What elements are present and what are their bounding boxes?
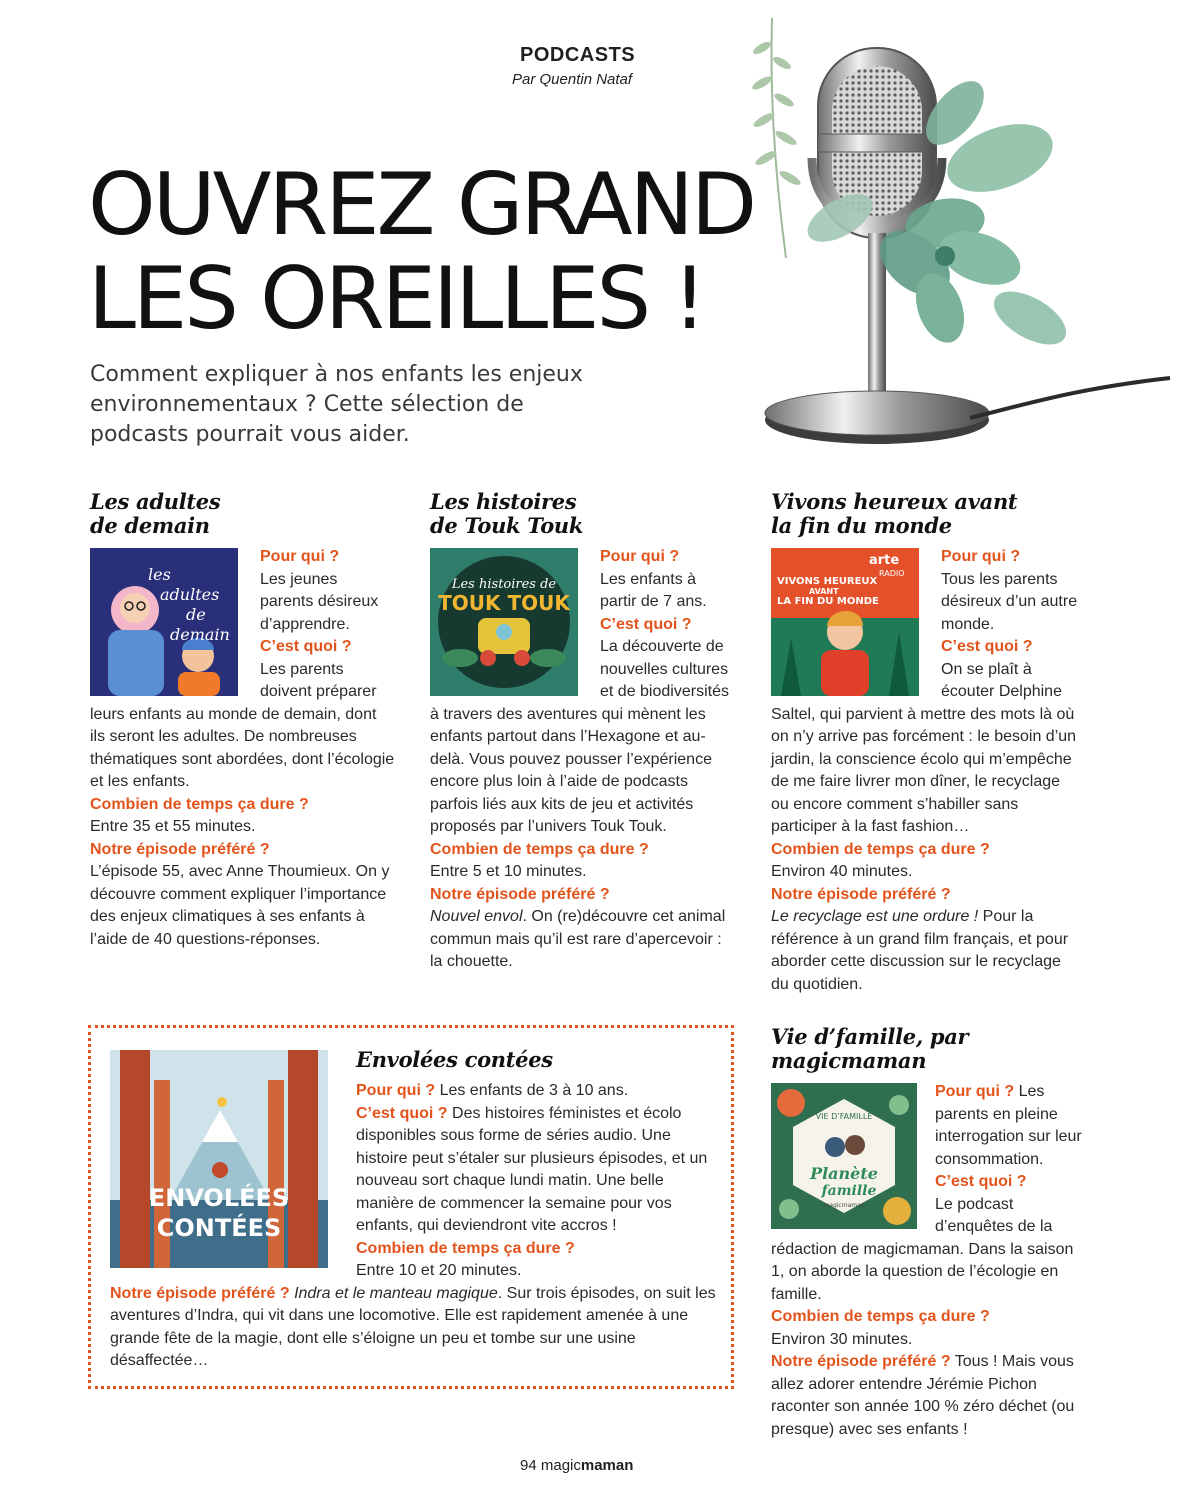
label-cest-quoi: C’est quoi ? <box>935 1173 1027 1190</box>
label-duree: Combien de temps ça dure ? <box>771 1308 990 1325</box>
cover-text: Les histoires de <box>451 577 557 592</box>
title-line-2: LES OREILLES ! <box>88 249 704 349</box>
podcast-title <box>90 490 395 538</box>
pour-qui-text: Les enfants de 3 à 10 ans. <box>439 1082 629 1099</box>
podcast-adultes-de-demain <box>90 490 395 951</box>
byline: Par Quentin Nataf <box>512 71 633 88</box>
microphone-illustration <box>700 8 1180 448</box>
label-cest-quoi: C’est quoi ? <box>356 1104 448 1122</box>
footer-brand-light: magic <box>540 1457 581 1474</box>
label-cest-quoi: C’est quoi ? <box>260 638 352 655</box>
cover-text: magicmaman <box>823 1202 865 1209</box>
cover-text: LA FIN DU MONDE <box>777 596 879 607</box>
episode-text: L’épisode 55, avec Anne Thoumieux. On y découvre comment expliquer l’importance des enjeux climatiques à ses enfants à l’aide de 40 questions-réponses. <box>90 863 390 948</box>
cover-text: Planète <box>810 1164 878 1183</box>
podcast-title-line: de demain <box>90 513 210 538</box>
duree-text: Environ 30 minutes. <box>771 1330 913 1348</box>
podcast-vie-dfamille <box>771 1025 1086 1441</box>
podcast-title-line: Les adultes <box>90 489 221 514</box>
label-episode: Notre épisode préféré ? <box>430 885 610 903</box>
episode-title: Indra et le manteau magique <box>294 1284 498 1302</box>
pour-qui-text: Les jeunes parents désireux d’apprendre. <box>260 570 379 633</box>
pour-qui-text: Les enfants à partir de 7 ans. <box>600 570 707 610</box>
label-duree: Combien de temps ça dure ? <box>356 1239 575 1257</box>
podcast-cover <box>771 548 919 696</box>
cover-text: ENVOLÉES <box>148 1184 290 1212</box>
episode-title: Nouvel envol <box>430 908 523 925</box>
cover-text: arte <box>869 553 900 568</box>
cover-text: demain <box>170 625 230 644</box>
cover-text: famille <box>821 1183 877 1199</box>
cover-text: AVANT <box>809 587 839 596</box>
podcast-title-line: de Touk Touk <box>430 513 584 538</box>
podcast-cover <box>430 548 578 696</box>
footer-brand-bold: maman <box>580 1457 634 1474</box>
podcast-title <box>771 490 1081 538</box>
podcast-cover <box>90 548 238 696</box>
cover-text: de <box>186 605 206 624</box>
podcast-vivons-heureux <box>771 490 1081 996</box>
podcast-title-line: Les histoires <box>430 489 577 514</box>
page-title <box>88 155 755 349</box>
podcast-title-line: la fin du monde <box>771 513 952 538</box>
label-duree: Combien de temps ça dure ? <box>90 795 309 813</box>
pour-qui-text: Les parents en pleine interrogation sur leur consommation. <box>935 1083 1082 1168</box>
cover-text: adultes <box>160 585 220 604</box>
cest-quoi-text: La découverte de nouvelles cultures et de biodiversités à travers des aventures qui mènent les enfants partout dans l’Hexagone et au-delà. Vous pouvez pousser l’expérience encore plus loin à l’aide de podcasts parfois liés aux kits de jeu et activités proposés par l’univers Touk Touk. <box>430 638 729 835</box>
label-duree: Combien de temps ça dure ? <box>771 840 990 858</box>
label-pour-qui: Pour qui ? <box>260 548 340 565</box>
footer-brand <box>541 1457 634 1474</box>
label-pour-qui: Pour qui ? <box>356 1082 436 1099</box>
label-episode: Notre épisode préféré ? <box>90 840 270 858</box>
label-episode: Notre épisode préféré ? <box>771 885 951 903</box>
cover-text: RADIO <box>879 569 905 578</box>
pour-qui-text: Tous les parents désireux d’un autre monde. <box>941 570 1078 633</box>
duree-text: Entre 5 et 10 minutes. <box>430 863 587 880</box>
cest-quoi-text: Les parents doivent préparer leurs enfants au monde de demain, dont ils seront les adultes. De nombreuses thématiques sont abordées, dont l’écologie et les enfants. <box>90 660 395 790</box>
episode-text: . On (re)découvre cet animal commun mais qu’il est rare d’apercevoir : la chouette. <box>430 908 726 970</box>
cover-text: TOUK TOUK <box>438 591 570 615</box>
episode-text: . Sur trois épisodes, on suit les aventures d’Indra, qui vit dans une locomotive. Elle est rapidement amenée à une grande fête de la magie, dont elle s’éloigne un peu et tombe sur une usine désaffectée… <box>110 1284 716 1369</box>
label-episode: Notre épisode préféré ? <box>110 1284 290 1302</box>
duree-text: Entre 10 et 20 minutes. <box>356 1262 522 1279</box>
episode-text: Tous ! Mais vous allez adorer entendre Jérémie Pichon raconter son année 100 % zéro déchet (ou presque) avec ses enfants ! <box>771 1353 1075 1438</box>
page-footer <box>520 1457 633 1474</box>
label-pour-qui: Pour qui ? <box>935 1083 1015 1100</box>
cover-text: les <box>148 565 171 584</box>
intro-text: Comment expliquer à nos enfants les enjeux environnementaux ? Cette sélection de podcasts pourrait vous aider. <box>90 362 583 447</box>
cover-text: CONTÉES <box>156 1214 282 1242</box>
cest-quoi-text: Le podcast d’enquêtes de la rédaction de magicmaman. Dans la saison 1, on aborde la question de l’écologie en famille. <box>771 1195 1074 1303</box>
duree-text: Environ 40 minutes. <box>771 863 913 880</box>
podcast-envolees-contees <box>110 1048 716 1373</box>
label-cest-quoi: C’est quoi ? <box>941 638 1033 655</box>
podcast-title: Envolées contées <box>356 1047 553 1072</box>
podcast-touk-touk <box>430 490 730 974</box>
label-pour-qui: Pour qui ? <box>941 548 1021 565</box>
podcast-title-line: Vivons heureux avant <box>771 489 1018 514</box>
cover-text: VIVONS HEUREUX <box>777 576 878 587</box>
podcast-cover <box>110 1050 328 1268</box>
cest-quoi-text: On se plaît à écouter Delphine Saltel, qui parvient à mettre des mots là où on n’y arrive pas forcément : le besoin d’un jardin, la conscience écolo qui m’empêche de me faire livrer mon dîner, le recyclage ou encore comment s’habiller sans participer à la fast fashion… <box>771 660 1077 835</box>
cest-quoi-text: Des histoires féministes et écolo disponibles sous forme de séries audio. Une histoire peut s’étaler sur plusieurs épisodes, et un nouveau sort chaque lundi matin. Une belle manière de commencer la semaine pour vos enfants, qui deviendront vite accros ! <box>356 1104 708 1234</box>
duree-text: Entre 35 et 55 minutes. <box>90 818 256 835</box>
label-pour-qui: Pour qui ? <box>600 548 680 565</box>
label-duree: Combien de temps ça dure ? <box>430 840 649 858</box>
podcast-title <box>430 490 730 538</box>
cover-text: VIE D’FAMILLE <box>815 1112 873 1121</box>
rubric-label: PODCASTS <box>520 44 636 66</box>
label-episode: Notre épisode préféré ? <box>771 1353 951 1370</box>
episode-title: Le recyclage est une ordure ! <box>771 908 979 925</box>
page-number: 94 <box>520 1457 537 1474</box>
podcast-title: Vie d’famille, par magicmaman <box>771 1024 969 1073</box>
podcast-cover <box>771 1083 917 1229</box>
label-cest-quoi: C’est quoi ? <box>600 615 692 633</box>
title-line-1: OUVREZ GRAND <box>88 155 755 255</box>
episode-text: Pour la référence à un grand film français, et pour aborder cette discussion sur le recyclage du quotidien. <box>771 908 1069 993</box>
